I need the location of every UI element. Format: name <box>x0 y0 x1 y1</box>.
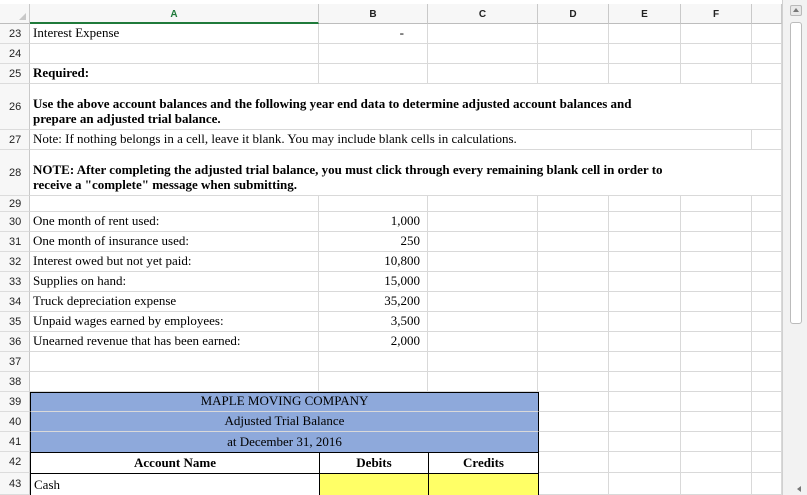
cell-text: Supplies on hand: <box>33 273 127 288</box>
cell-a29[interactable] <box>30 196 319 212</box>
cell-d43[interactable] <box>539 473 609 495</box>
cell-c23[interactable] <box>428 24 538 44</box>
cell-g27[interactable] <box>752 130 782 150</box>
cell-a26-instructions[interactable] <box>30 84 752 130</box>
cell-f37[interactable] <box>681 352 752 372</box>
tb-header-credits[interactable] <box>428 452 539 474</box>
row-header[interactable]: 28 <box>0 150 30 196</box>
cell-b32[interactable] <box>319 252 428 272</box>
row-header[interactable]: 25 <box>0 64 30 84</box>
cell-a28-note[interactable] <box>30 150 752 196</box>
cell-a32[interactable] <box>30 252 319 272</box>
cell-d39[interactable] <box>539 392 609 412</box>
cell-e23[interactable] <box>609 24 681 44</box>
cell-f23[interactable] <box>681 24 752 44</box>
cell-e41[interactable] <box>609 432 681 452</box>
row-header[interactable]: 23 <box>0 24 30 44</box>
scroll-left-arrow-icon[interactable] <box>797 486 801 492</box>
tb-header-account-name[interactable] <box>30 452 320 474</box>
cell-a35[interactable] <box>30 312 319 332</box>
row-header[interactable]: 38 <box>0 372 30 392</box>
cell-d41[interactable] <box>539 432 609 452</box>
cell-text: Required: <box>33 65 90 80</box>
cell-a25[interactable] <box>30 64 319 84</box>
cell-a31[interactable] <box>30 232 319 252</box>
cell-f39[interactable] <box>681 392 752 412</box>
cell-d40[interactable] <box>539 412 609 432</box>
cell-e36[interactable] <box>609 332 681 352</box>
column-header-f[interactable]: F <box>681 4 752 24</box>
cell-d29[interactable] <box>538 196 609 212</box>
cell-b24[interactable] <box>319 44 428 64</box>
cell-text: One month of insurance used: <box>33 233 189 248</box>
cell-d38[interactable] <box>538 372 609 392</box>
cell-f42[interactable] <box>681 452 752 473</box>
cell-text: Unearned revenue that has been earned: <box>33 333 241 348</box>
tb-title-date[interactable] <box>30 432 539 453</box>
cell-a24[interactable] <box>30 44 319 64</box>
cell-a23[interactable] <box>30 24 319 44</box>
cell-b23[interactable] <box>319 24 428 44</box>
row-header[interactable]: 42 <box>0 452 30 473</box>
cell-e40[interactable] <box>609 412 681 432</box>
cell-b38[interactable] <box>319 372 428 392</box>
cell-text: MAPLE MOVING COMPANY <box>200 393 369 408</box>
cell-g31[interactable] <box>752 232 782 252</box>
cell-g36[interactable] <box>752 332 782 352</box>
cell-f36[interactable] <box>681 332 752 352</box>
cell-g33[interactable] <box>752 272 782 292</box>
cell-b34[interactable] <box>319 292 428 312</box>
cell-c25[interactable] <box>428 64 538 84</box>
cell-f38[interactable] <box>681 372 752 392</box>
cell-f43[interactable] <box>681 473 752 495</box>
row-header[interactable]: 32 <box>0 252 30 272</box>
cell-value: 1,000 <box>390 213 420 228</box>
tb-cash-debit-input[interactable] <box>319 473 429 495</box>
cell-value: 35,200 <box>384 293 420 308</box>
cell-a30[interactable] <box>30 212 319 232</box>
cell-g43[interactable] <box>752 473 782 495</box>
cell-g32[interactable] <box>752 252 782 272</box>
cell-g30[interactable] <box>752 212 782 232</box>
cell-b35[interactable] <box>319 312 428 332</box>
row-header[interactable]: 30 <box>0 212 30 232</box>
cell-e31[interactable] <box>609 232 681 252</box>
cell-e33[interactable] <box>609 272 681 292</box>
row-header[interactable]: 40 <box>0 412 30 432</box>
cell-a27-note[interactable] <box>30 130 752 150</box>
cell-f32[interactable] <box>681 252 752 272</box>
cell-c35[interactable] <box>428 312 538 332</box>
cell-f40[interactable] <box>681 412 752 432</box>
cell-f25[interactable] <box>681 64 752 84</box>
cell-g38[interactable] <box>752 372 782 392</box>
cell-d31[interactable] <box>538 232 609 252</box>
cell-b37[interactable] <box>319 352 428 372</box>
cell-value: 250 <box>400 233 420 248</box>
cell-c29[interactable] <box>428 196 538 212</box>
cell-e43[interactable] <box>609 473 681 495</box>
row-header[interactable]: 43 <box>0 473 30 495</box>
row-header[interactable]: 37 <box>0 352 30 372</box>
cell-a38[interactable] <box>30 372 319 392</box>
cell-b29[interactable] <box>319 196 428 212</box>
cell-text: Interest Expense <box>33 25 120 40</box>
cell-value: 2,000 <box>390 333 420 348</box>
cell-a36[interactable] <box>30 332 319 352</box>
row-header[interactable]: 29 <box>0 196 30 212</box>
cell-g37[interactable] <box>752 352 782 372</box>
cell-e42[interactable] <box>609 452 681 473</box>
cell-g42[interactable] <box>752 452 782 473</box>
cell-e39[interactable] <box>609 392 681 412</box>
cell-d37[interactable] <box>538 352 609 372</box>
row-header[interactable]: 31 <box>0 232 30 252</box>
tb-title-company[interactable] <box>30 392 539 412</box>
cell-b25[interactable] <box>319 64 428 84</box>
row-header[interactable]: 39 <box>0 392 30 412</box>
cell-c31[interactable] <box>428 232 538 252</box>
cell-value: - <box>399 25 404 40</box>
cell-text: Adjusted Trial Balance <box>224 413 345 428</box>
cell-value: 10,800 <box>384 253 420 268</box>
cell-d23[interactable] <box>538 24 609 44</box>
cell-f33[interactable] <box>681 272 752 292</box>
cell-text: Credits <box>463 455 504 470</box>
cell-f24[interactable] <box>681 44 752 64</box>
cell-e34[interactable] <box>609 292 681 312</box>
cell-a33[interactable] <box>30 272 319 292</box>
cell-text: Truck depreciation expense <box>33 293 177 308</box>
cell-f35[interactable] <box>681 312 752 332</box>
row-header[interactable]: 27 <box>0 130 30 150</box>
cell-e37[interactable] <box>609 352 681 372</box>
cell-b33[interactable] <box>319 272 428 292</box>
cell-d35[interactable] <box>538 312 609 332</box>
cell-e24[interactable] <box>609 44 681 64</box>
cell-d24[interactable] <box>538 44 609 64</box>
cell-c33[interactable] <box>428 272 538 292</box>
cell-e25[interactable] <box>609 64 681 84</box>
cell-c32[interactable] <box>428 252 538 272</box>
cell-g34[interactable] <box>752 292 782 312</box>
column-header-c[interactable]: C <box>428 4 538 24</box>
cell-g28[interactable] <box>752 150 782 196</box>
row-header[interactable]: 36 <box>0 332 30 352</box>
cell-text: Use the above account balances and the following year end data to determine adjusted account balances and prepare an adjusted trial balance. <box>33 96 632 126</box>
cell-text: Note: If nothing belongs in a cell, leave it blank. You may include blank cells in calculations. <box>33 131 517 146</box>
cell-text: at December 31, 2016 <box>227 434 342 449</box>
tb-header-debits[interactable] <box>319 452 429 474</box>
cell-b31[interactable] <box>319 232 428 252</box>
row-header[interactable]: 41 <box>0 432 30 452</box>
cell-d25[interactable] <box>538 64 609 84</box>
tb-account-cash[interactable] <box>30 473 320 495</box>
tb-title-report[interactable] <box>30 412 539 432</box>
column-header-b[interactable]: B <box>319 4 428 24</box>
cell-e35[interactable] <box>609 312 681 332</box>
cell-g40[interactable] <box>752 412 782 432</box>
cell-e32[interactable] <box>609 252 681 272</box>
cell-f31[interactable] <box>681 232 752 252</box>
cell-e38[interactable] <box>609 372 681 392</box>
cell-d42[interactable] <box>539 452 609 473</box>
cell-text: Cash <box>34 477 60 492</box>
cell-text: NOTE: After completing the adjusted trial balance, you must click through every remaining blank cell in order to receive a "complete" message when submitting. <box>33 162 663 192</box>
cell-e30[interactable] <box>609 212 681 232</box>
scroll-thumb[interactable] <box>790 22 802 324</box>
cell-g23[interactable] <box>752 24 782 44</box>
tb-cash-credit-input[interactable] <box>428 473 539 495</box>
row-header[interactable]: 24 <box>0 44 30 64</box>
column-header-a[interactable]: A <box>30 4 319 24</box>
cell-d36[interactable] <box>538 332 609 352</box>
cell-b30[interactable] <box>319 212 428 232</box>
cell-text: One month of rent used: <box>33 213 160 228</box>
row-header[interactable]: 34 <box>0 292 30 312</box>
cell-a37[interactable] <box>30 352 319 372</box>
cell-value: 3,500 <box>390 313 420 328</box>
cell-d34[interactable] <box>538 292 609 312</box>
cell-a34[interactable] <box>30 292 319 312</box>
cell-c36[interactable] <box>428 332 538 352</box>
cell-g41[interactable] <box>752 432 782 452</box>
cell-f29[interactable] <box>681 196 752 212</box>
scroll-up-arrow-icon[interactable] <box>790 5 802 16</box>
cell-e29[interactable] <box>609 196 681 212</box>
cell-d33[interactable] <box>538 272 609 292</box>
cell-c24[interactable] <box>428 44 538 64</box>
cell-value: 15,000 <box>384 273 420 288</box>
cell-c37[interactable] <box>428 352 538 372</box>
column-header-e[interactable]: E <box>609 4 681 24</box>
row-header[interactable]: 33 <box>0 272 30 292</box>
vertical-scrollbar[interactable] <box>782 0 807 495</box>
cell-text: Interest owed but not yet paid: <box>33 253 192 268</box>
column-header-g[interactable] <box>752 4 782 24</box>
cell-c30[interactable] <box>428 212 538 232</box>
cell-g25[interactable] <box>752 64 782 84</box>
cell-text: Debits <box>356 455 392 470</box>
cell-text: Unpaid wages earned by employees: <box>33 313 224 328</box>
cell-g24[interactable] <box>752 44 782 64</box>
cell-text: Account Name <box>134 455 216 470</box>
row-header[interactable]: 35 <box>0 312 30 332</box>
cell-g35[interactable] <box>752 312 782 332</box>
cell-d32[interactable] <box>538 252 609 272</box>
row-header[interactable]: 26 <box>0 84 30 130</box>
column-header-d[interactable]: D <box>538 4 609 24</box>
cell-g26[interactable] <box>752 84 782 130</box>
cell-c38[interactable] <box>428 372 538 392</box>
cell-f30[interactable] <box>681 212 752 232</box>
cell-f41[interactable] <box>681 432 752 452</box>
cell-c34[interactable] <box>428 292 538 312</box>
cell-f34[interactable] <box>681 292 752 312</box>
cell-b36[interactable] <box>319 332 428 352</box>
cell-d30[interactable] <box>538 212 609 232</box>
cell-g29[interactable] <box>752 196 782 212</box>
select-all-corner[interactable] <box>0 4 30 24</box>
cell-g39[interactable] <box>752 392 782 412</box>
